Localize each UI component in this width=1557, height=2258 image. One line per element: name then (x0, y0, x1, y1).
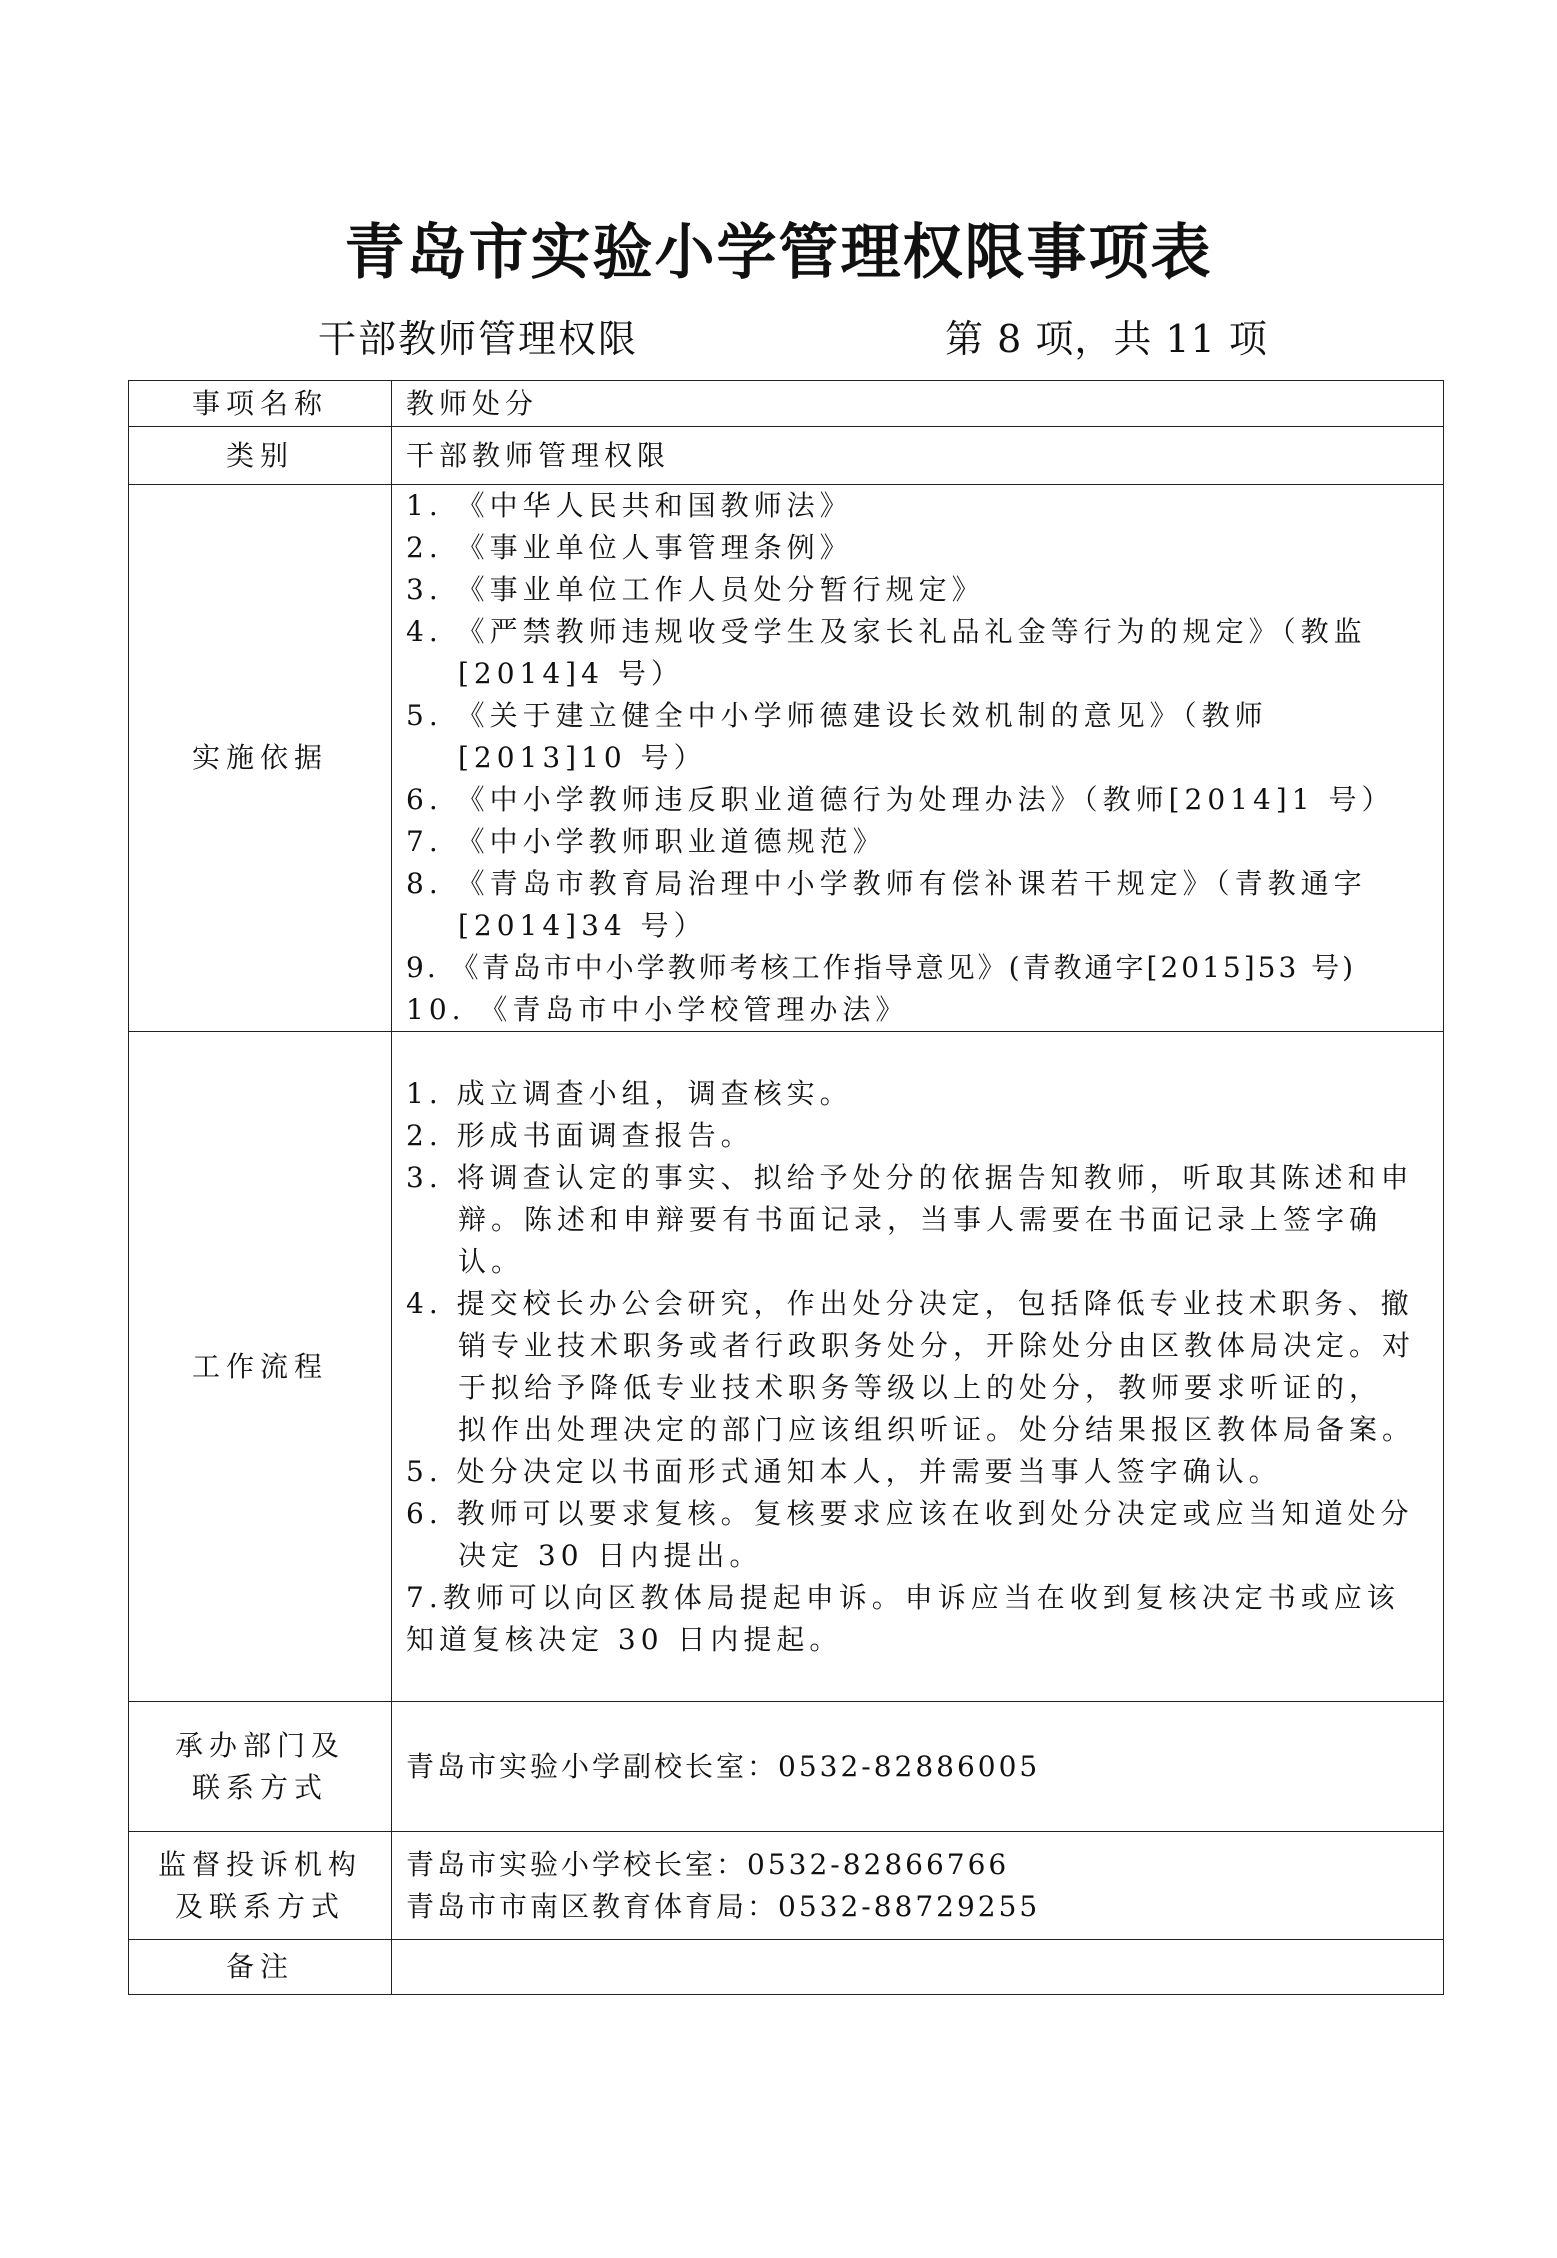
label-remark: 备注 (129, 1940, 392, 1995)
row-process (129, 1032, 1444, 1702)
process-step: 3. 将调查认定的事实、拟给予处分的依据告知教师，听取其陈述和申辩。陈述和申辩要有书面记录，当事人需要在书面记录上签字确认。 (406, 1160, 1414, 1278)
row-item-name (129, 381, 1444, 427)
basis-item: 10. 《青岛市中小学校管理办法》 (406, 993, 909, 1026)
process-step: 2. 形成书面调查报告。 (406, 1118, 754, 1152)
authority-table (128, 380, 1444, 1995)
process-step: 拟作出处理决定的部门应该组织听证。处分结果报区教体局备案。 (458, 1412, 1416, 1446)
basis-item: 3. 《事业单位工作人员处分暂行规定》 (406, 573, 985, 606)
process-list (392, 1032, 1444, 1702)
basis-item: 5. 《关于建立健全中小学师德建设长效机制的意见》（教师[2013]10 号） (406, 699, 1268, 774)
row-basis (129, 485, 1444, 1032)
process-step: 5. 处分决定以书面形式通知本人，并需要当事人签字确认。 (406, 1454, 1282, 1488)
label-dept: 承办部门及联系方式 (129, 1702, 392, 1832)
value-category: 干部教师管理权限 (392, 427, 1444, 485)
basis-item: 1. 《中华人民共和国教师法》 (406, 489, 853, 522)
basis-item: 4. 《严禁教师违规收受学生及家长礼品礼金等行为的规定》（教监[2014]4 号） (406, 615, 1367, 690)
supervise-contact: 青岛市实验小学校长室：0532-82866766 (406, 1847, 1010, 1881)
label-supervise: 监督投诉机构及联系方式 (129, 1832, 392, 1940)
basis-item: 8. 《青岛市教育局治理中小学教师有偿补课若干规定》（青教通字[2014]34 号） (406, 867, 1367, 942)
value-item-name: 教师处分 (392, 381, 1444, 427)
value-dept: 青岛市实验小学副校长室：0532-82886005 (392, 1702, 1444, 1832)
basis-item: 6. 《中小学教师违反职业道德行为处理办法》（教师[2014]1 号） (406, 783, 1395, 816)
category-heading: 干部教师管理权限 (318, 317, 639, 361)
row-dept (129, 1702, 1444, 1832)
basis-item: 2. 《事业单位人事管理条例》 (406, 531, 853, 564)
value-remark (392, 1940, 1444, 1995)
basis-item: 9. 《青岛市中小学教师考核工作指导意见》(青教通字[2015]53 号) (406, 951, 1357, 984)
document-title: 青岛市实验小学管理权限事项表 (344, 218, 1213, 288)
label-category: 类别 (129, 427, 392, 485)
process-step: 7.教师可以向区教体局提起申诉。申诉应当在收到复核决定书或应该知道复核决定 30 日内提起。 (406, 1580, 1400, 1656)
item-position: 第 8 项，共 11 项 (945, 317, 1268, 361)
process-step: 4. 提交校长办公会研究，作出处分决定，包括降低专业技术职务、撤销专业技术职务或者行政职务处分，开除处分由区教体局决定。对于拟给予降低专业技术职务等级以上的处分，教师要求听证的， (406, 1286, 1416, 1404)
value-supervise (392, 1832, 1444, 1940)
label-basis: 实施依据 (129, 485, 392, 1032)
row-category (129, 427, 1444, 485)
row-supervise (129, 1832, 1444, 1940)
basis-list (392, 485, 1444, 1032)
row-remark (129, 1940, 1444, 1995)
label-item-name: 事项名称 (129, 381, 392, 427)
label-process: 工作流程 (129, 1032, 392, 1702)
process-step: 6. 教师可以要求复核。复核要求应该在收到处分决定或应当知道处分决定 30 日内提出。 (406, 1496, 1414, 1572)
process-step: 1. 成立调查小组，调查核实。 (406, 1076, 853, 1110)
basis-item: 7. 《中小学教师职业道德规范》 (406, 825, 886, 858)
supervise-contact: 青岛市市南区教育体育局：0532-88729255 (406, 1889, 1041, 1923)
